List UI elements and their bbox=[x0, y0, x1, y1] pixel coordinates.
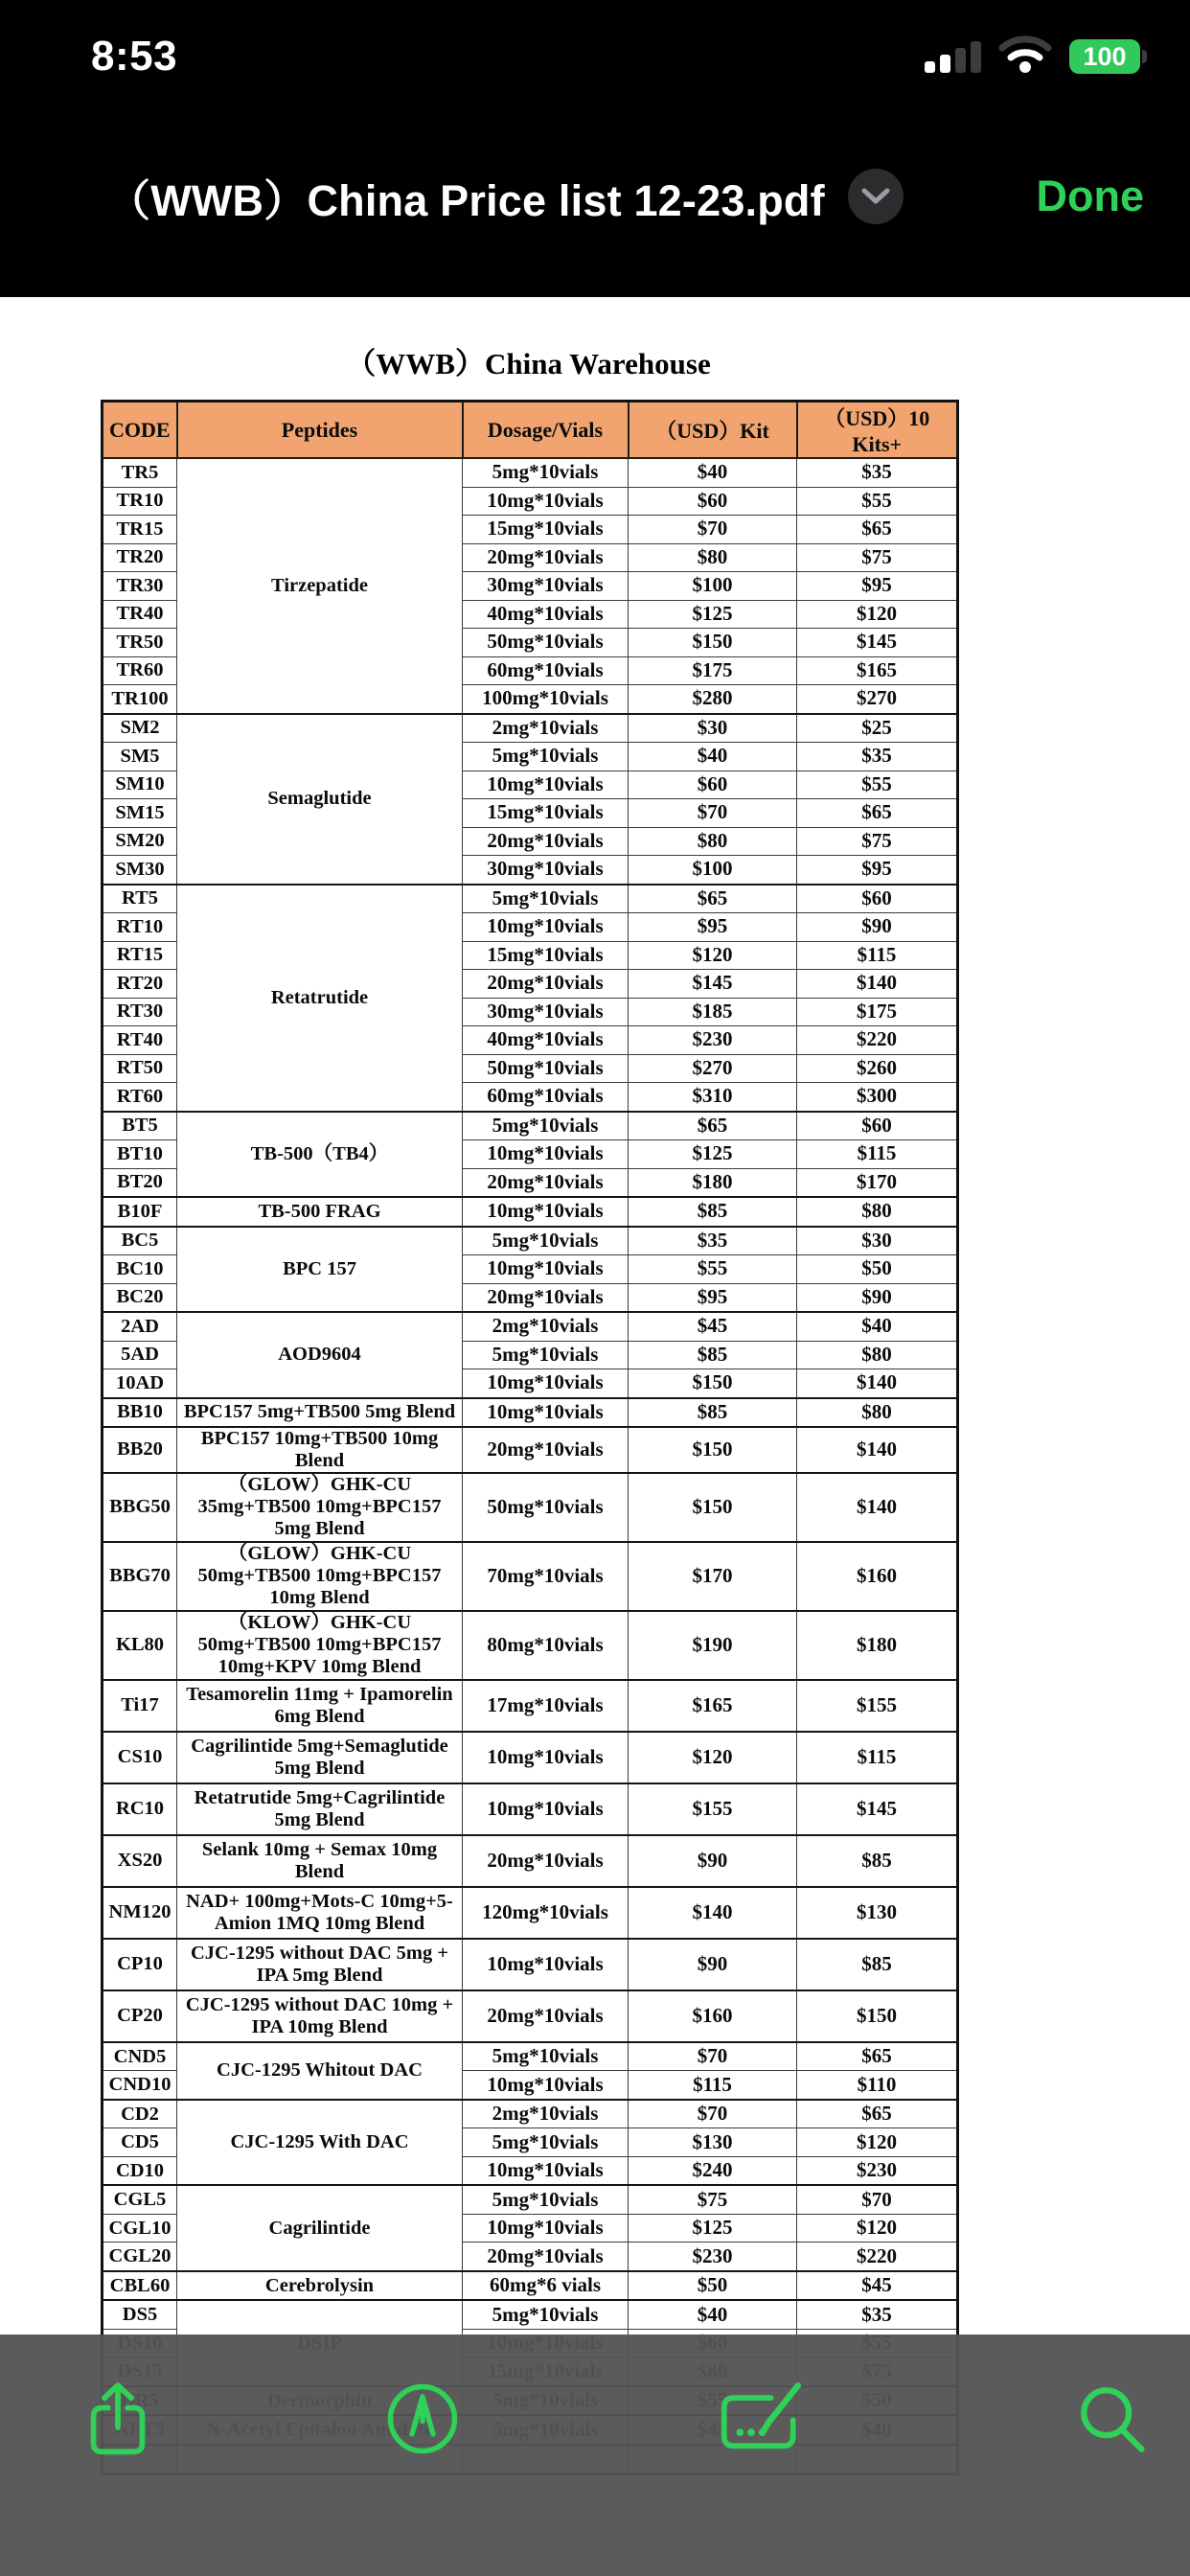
dosage-cell: 10mg*10vials bbox=[463, 770, 629, 799]
code-cell: CGL5 bbox=[103, 2185, 177, 2214]
code-cell: CD10 bbox=[103, 2156, 177, 2185]
kit-price-cell: $100 bbox=[629, 856, 797, 885]
kits10-price-cell: $300 bbox=[797, 1083, 958, 1112]
code-cell: BC5 bbox=[103, 1227, 177, 1255]
kit-price-cell: $70 bbox=[629, 516, 797, 544]
dosage-cell: 20mg*10vials bbox=[463, 543, 629, 572]
kits10-price-cell: $120 bbox=[797, 2128, 958, 2157]
code-cell: CP20 bbox=[103, 1990, 177, 2042]
code-cell: TR40 bbox=[103, 600, 177, 629]
kits10-price-cell: $35 bbox=[797, 743, 958, 771]
kit-price-cell: $180 bbox=[629, 1168, 797, 1197]
code-cell: RT60 bbox=[103, 1083, 177, 1112]
dosage-cell: 60mg*10vials bbox=[463, 1083, 629, 1112]
code-cell: 5AD bbox=[103, 1341, 177, 1369]
kits10-price-cell: $130 bbox=[797, 1887, 958, 1939]
code-cell: CBL60 bbox=[103, 2271, 177, 2301]
done-button[interactable]: Done bbox=[1036, 172, 1144, 220]
kits10-price-cell: $65 bbox=[797, 799, 958, 828]
kits10-price-cell: $45 bbox=[797, 2271, 958, 2301]
dosage-cell: 60mg*10vials bbox=[463, 656, 629, 685]
dosage-cell: 10mg*10vials bbox=[463, 2071, 629, 2100]
code-cell: CD2 bbox=[103, 2100, 177, 2128]
table-row bbox=[103, 458, 958, 487]
peptide-cell: Tirzepatide bbox=[177, 458, 463, 714]
peptide-cell: Semaglutide bbox=[177, 714, 463, 885]
kits10-price-cell: $230 bbox=[797, 2156, 958, 2185]
dosage-cell: 70mg*10vials bbox=[463, 1542, 629, 1611]
table-row bbox=[103, 1783, 958, 1835]
kit-price-cell: $120 bbox=[629, 1732, 797, 1783]
dosage-cell: 20mg*10vials bbox=[463, 970, 629, 999]
table-row bbox=[103, 2100, 958, 2128]
chevron-down-icon bbox=[861, 187, 890, 206]
dosage-cell: 30mg*10vials bbox=[463, 856, 629, 885]
kits10-price-cell: $35 bbox=[797, 2300, 958, 2329]
table-row bbox=[103, 1427, 958, 1473]
wifi-icon bbox=[998, 35, 1052, 79]
peptide-cell: CJC-1295 without DAC 5mg + IPA 5mg Blend bbox=[177, 1939, 463, 1990]
kits10-price-cell: $40 bbox=[797, 1312, 958, 1341]
dosage-cell: 20mg*10vials bbox=[463, 827, 629, 856]
dosage-cell: 80mg*10vials bbox=[463, 1611, 629, 1680]
table-row bbox=[103, 714, 958, 743]
kit-price-cell: $70 bbox=[629, 2100, 797, 2128]
code-cell: TR5 bbox=[103, 458, 177, 487]
kits10-price-cell: $95 bbox=[797, 572, 958, 601]
peptide-cell: NAD+ 100mg+Mots-C 10mg+5-Amion 1MQ 10mg Blend bbox=[177, 1887, 463, 1939]
kits10-price-cell: $140 bbox=[797, 970, 958, 999]
kits10-price-cell: $75 bbox=[797, 543, 958, 572]
code-cell: RT40 bbox=[103, 1026, 177, 1055]
table-row bbox=[103, 2300, 958, 2329]
code-cell: SM10 bbox=[103, 770, 177, 799]
dosage-cell: 10mg*10vials bbox=[463, 1939, 629, 1990]
kit-price-cell: $95 bbox=[629, 913, 797, 942]
kits10-price-cell: $65 bbox=[797, 2042, 958, 2071]
kit-price-cell: $90 bbox=[629, 1939, 797, 1990]
code-cell: BB10 bbox=[103, 1398, 177, 1428]
kit-price-cell: $150 bbox=[629, 629, 797, 657]
kit-price-cell: $280 bbox=[629, 685, 797, 714]
code-cell: SM5 bbox=[103, 743, 177, 771]
peptide-cell: AOD9604 bbox=[177, 1312, 463, 1398]
dosage-cell: 10mg*10vials bbox=[463, 913, 629, 942]
dosage-cell: 50mg*10vials bbox=[463, 1473, 629, 1542]
kits10-price-cell: $85 bbox=[797, 1939, 958, 1990]
peptide-cell: Cagrilintide bbox=[177, 2185, 463, 2271]
code-cell: BT5 bbox=[103, 1112, 177, 1140]
dosage-cell: 20mg*10vials bbox=[463, 1283, 629, 1312]
kit-price-cell: $140 bbox=[629, 1887, 797, 1939]
kits10-price-cell: $220 bbox=[797, 2242, 958, 2271]
kit-price-cell: $150 bbox=[629, 1369, 797, 1398]
code-cell: CGL20 bbox=[103, 2242, 177, 2271]
code-cell: TR60 bbox=[103, 656, 177, 685]
code-cell: BT20 bbox=[103, 1168, 177, 1197]
code-cell: CD5 bbox=[103, 2128, 177, 2157]
dosage-cell: 10mg*10vials bbox=[463, 1197, 629, 1227]
code-cell: TR30 bbox=[103, 572, 177, 601]
markup-icon[interactable] bbox=[379, 2371, 466, 2467]
dosage-cell: 40mg*10vials bbox=[463, 600, 629, 629]
dosage-cell: 2mg*10vials bbox=[463, 714, 629, 743]
dosage-cell: 20mg*10vials bbox=[463, 1168, 629, 1197]
kits10-price-cell: $155 bbox=[797, 1680, 958, 1732]
peptide-cell: CJC-1295 With DAC bbox=[177, 2100, 463, 2186]
kit-price-cell: $185 bbox=[629, 998, 797, 1026]
code-cell: 2AD bbox=[103, 1312, 177, 1341]
kits10-price-cell: $80 bbox=[797, 1398, 958, 1428]
peptide-cell: Retatrutide 5mg+Cagrilintide 5mg Blend bbox=[177, 1783, 463, 1835]
peptide-cell: CJC-1295 without DAC 10mg + IPA 10mg Blend bbox=[177, 1990, 463, 2042]
kits10-price-cell: $170 bbox=[797, 1168, 958, 1197]
dosage-cell: 30mg*10vials bbox=[463, 998, 629, 1026]
code-cell: TR15 bbox=[103, 516, 177, 544]
dosage-cell: 15mg*10vials bbox=[463, 941, 629, 970]
signature-icon[interactable] bbox=[717, 2371, 803, 2467]
code-cell: CP10 bbox=[103, 1939, 177, 1990]
kit-price-cell: $190 bbox=[629, 1611, 797, 1680]
code-cell: BB20 bbox=[103, 1427, 177, 1473]
kit-price-cell: $175 bbox=[629, 656, 797, 685]
code-cell: TR100 bbox=[103, 685, 177, 714]
dosage-cell: 40mg*10vials bbox=[463, 1026, 629, 1055]
column-header: Peptides bbox=[177, 402, 463, 459]
kits10-price-cell: $145 bbox=[797, 629, 958, 657]
kit-price-cell: $125 bbox=[629, 600, 797, 629]
code-cell: CGL10 bbox=[103, 2214, 177, 2242]
kits10-price-cell: $30 bbox=[797, 1227, 958, 1255]
kits10-price-cell: $60 bbox=[797, 885, 958, 913]
dosage-cell: 15mg*10vials bbox=[463, 516, 629, 544]
code-cell: RT10 bbox=[103, 913, 177, 942]
page-title: （WWB）China Warehouse bbox=[346, 347, 711, 380]
kits10-price-cell: $65 bbox=[797, 516, 958, 544]
kit-price-cell: $35 bbox=[629, 1227, 797, 1255]
kits10-price-cell: $160 bbox=[797, 1542, 958, 1611]
peptide-cell: TB-500（TB4） bbox=[177, 1112, 463, 1198]
price-table bbox=[101, 400, 959, 2475]
peptide-cell: CJC-1295 Whitout DAC bbox=[177, 2042, 463, 2100]
table-row bbox=[103, 1312, 958, 1341]
code-cell: SM15 bbox=[103, 799, 177, 828]
peptide-cell: （KLOW）GHK-CU 50mg+TB500 10mg+BPC157 10mg+KPV 10mg Blend bbox=[177, 1611, 463, 1680]
kits10-price-cell: $110 bbox=[797, 2071, 958, 2100]
kits10-price-cell: $115 bbox=[797, 1140, 958, 1169]
kit-price-cell: $100 bbox=[629, 572, 797, 601]
peptide-cell: BPC157 5mg+TB500 5mg Blend bbox=[177, 1398, 463, 1428]
dosage-cell: 50mg*10vials bbox=[463, 1054, 629, 1083]
dosage-cell: 100mg*10vials bbox=[463, 685, 629, 714]
kit-price-cell: $55 bbox=[629, 1255, 797, 1284]
code-cell: NM120 bbox=[103, 1887, 177, 1939]
kit-price-cell: $70 bbox=[629, 799, 797, 828]
kit-price-cell: $80 bbox=[629, 827, 797, 856]
code-cell: KL80 bbox=[103, 1611, 177, 1680]
peptide-cell: Cerebrolysin bbox=[177, 2271, 463, 2301]
kits10-price-cell: $50 bbox=[797, 1255, 958, 1284]
kit-price-cell: $40 bbox=[629, 458, 797, 487]
kit-price-cell: $125 bbox=[629, 2214, 797, 2242]
kits10-price-cell: $175 bbox=[797, 998, 958, 1026]
table-row bbox=[103, 885, 958, 913]
kit-price-cell: $270 bbox=[629, 1054, 797, 1083]
code-cell: TR20 bbox=[103, 543, 177, 572]
search-icon[interactable] bbox=[1069, 2371, 1156, 2467]
code-cell: RT50 bbox=[103, 1054, 177, 1083]
document-filename: （WWB）China Price list 12-23.pdf bbox=[107, 175, 825, 225]
table-row bbox=[103, 1732, 958, 1783]
peptide-cell: BPC 157 bbox=[177, 1227, 463, 1313]
price-table-body bbox=[103, 458, 958, 2474]
kit-price-cell: $115 bbox=[629, 2071, 797, 2100]
kit-price-cell: $165 bbox=[629, 1680, 797, 1732]
table-row bbox=[103, 2271, 958, 2301]
kit-price-cell: $155 bbox=[629, 1783, 797, 1835]
kits10-price-cell: $140 bbox=[797, 1369, 958, 1398]
kits10-price-cell: $55 bbox=[797, 487, 958, 516]
dosage-cell: 5mg*10vials bbox=[463, 1227, 629, 1255]
dosage-cell: 20mg*10vials bbox=[463, 1427, 629, 1473]
table-row bbox=[103, 1227, 958, 1255]
dosage-cell: 20mg*10vials bbox=[463, 1990, 629, 2042]
dosage-cell: 20mg*10vials bbox=[463, 2242, 629, 2271]
dosage-cell: 5mg*10vials bbox=[463, 2128, 629, 2157]
title-menu-button[interactable] bbox=[848, 169, 904, 224]
dosage-cell: 120mg*10vials bbox=[463, 1887, 629, 1939]
dosage-cell: 10mg*10vials bbox=[463, 1369, 629, 1398]
kit-price-cell: $230 bbox=[629, 1026, 797, 1055]
peptide-cell: （GLOW）GHK-CU 35mg+TB500 10mg+BPC157 5mg Blend bbox=[177, 1473, 463, 1542]
kit-price-cell: $125 bbox=[629, 1140, 797, 1169]
kit-price-cell: $150 bbox=[629, 1427, 797, 1473]
pdf-nav-bar bbox=[0, 96, 1190, 297]
kit-price-cell: $90 bbox=[629, 1835, 797, 1887]
dosage-cell: 10mg*10vials bbox=[463, 1255, 629, 1284]
code-cell: SM2 bbox=[103, 714, 177, 743]
kit-price-cell: $240 bbox=[629, 2156, 797, 2185]
table-row bbox=[103, 1939, 958, 1990]
table-row bbox=[103, 2185, 958, 2214]
kits10-price-cell: $145 bbox=[797, 1783, 958, 1835]
dosage-cell: 10mg*10vials bbox=[463, 1783, 629, 1835]
table-row bbox=[103, 1197, 958, 1227]
code-cell: SM30 bbox=[103, 856, 177, 885]
kits10-price-cell: $150 bbox=[797, 1990, 958, 2042]
dosage-cell: 30mg*10vials bbox=[463, 572, 629, 601]
column-header: （USD）10 Kits+ bbox=[797, 402, 958, 459]
kit-price-cell: $85 bbox=[629, 1197, 797, 1227]
code-cell: CS10 bbox=[103, 1732, 177, 1783]
kit-price-cell: $230 bbox=[629, 2242, 797, 2271]
code-cell: RT20 bbox=[103, 970, 177, 999]
dosage-cell: 60mg*6 vials bbox=[463, 2271, 629, 2301]
dosage-cell: 10mg*10vials bbox=[463, 2156, 629, 2185]
kits10-price-cell: $115 bbox=[797, 1732, 958, 1783]
code-cell: RT30 bbox=[103, 998, 177, 1026]
kits10-price-cell: $80 bbox=[797, 1341, 958, 1369]
code-cell: RC10 bbox=[103, 1783, 177, 1835]
kits10-price-cell: $60 bbox=[797, 1112, 958, 1140]
kits10-price-cell: $85 bbox=[797, 1835, 958, 1887]
code-cell: SM20 bbox=[103, 827, 177, 856]
dosage-cell: 5mg*10vials bbox=[463, 458, 629, 487]
kits10-price-cell: $180 bbox=[797, 1611, 958, 1680]
dosage-cell: 5mg*10vials bbox=[463, 2185, 629, 2214]
dosage-cell: 5mg*10vials bbox=[463, 1341, 629, 1369]
kit-price-cell: $310 bbox=[629, 1083, 797, 1112]
kits10-price-cell: $90 bbox=[797, 913, 958, 942]
peptide-cell: Cagrilintide 5mg+Semaglutide 5mg Blend bbox=[177, 1732, 463, 1783]
kit-price-cell: $30 bbox=[629, 714, 797, 743]
table-row bbox=[103, 1473, 958, 1542]
code-cell: RT5 bbox=[103, 885, 177, 913]
kit-price-cell: $85 bbox=[629, 1341, 797, 1369]
kits10-price-cell: $140 bbox=[797, 1427, 958, 1473]
price-table-head-row bbox=[103, 402, 958, 459]
code-cell: B10F bbox=[103, 1197, 177, 1227]
code-cell: BBG70 bbox=[103, 1542, 177, 1611]
peptide-cell: Selank 10mg + Semax 10mg Blend bbox=[177, 1835, 463, 1887]
kits10-price-cell: $220 bbox=[797, 1026, 958, 1055]
kit-price-cell: $45 bbox=[629, 1312, 797, 1341]
kits10-price-cell: $75 bbox=[797, 827, 958, 856]
status-bar bbox=[0, 0, 1190, 96]
kit-price-cell: $65 bbox=[629, 885, 797, 913]
dosage-cell: 5mg*10vials bbox=[463, 743, 629, 771]
dosage-cell: 2mg*10vials bbox=[463, 2100, 629, 2128]
kits10-price-cell: $55 bbox=[797, 770, 958, 799]
battery-icon bbox=[1069, 39, 1140, 74]
status-icons bbox=[925, 35, 1140, 79]
code-cell: XS20 bbox=[103, 1835, 177, 1887]
code-cell: Ti17 bbox=[103, 1680, 177, 1732]
dosage-cell: 20mg*10vials bbox=[463, 1835, 629, 1887]
code-cell: CND5 bbox=[103, 2042, 177, 2071]
dosage-cell: 15mg*10vials bbox=[463, 799, 629, 828]
code-cell: CND10 bbox=[103, 2071, 177, 2100]
kits10-price-cell: $35 bbox=[797, 458, 958, 487]
kit-price-cell: $80 bbox=[629, 543, 797, 572]
kit-price-cell: $85 bbox=[629, 1398, 797, 1428]
pdf-scroll-area[interactable] bbox=[0, 297, 1190, 2576]
kit-price-cell: $145 bbox=[629, 970, 797, 999]
kit-price-cell: $40 bbox=[629, 2300, 797, 2329]
dosage-cell: 5mg*10vials bbox=[463, 885, 629, 913]
code-cell: DS5 bbox=[103, 2300, 177, 2329]
table-row bbox=[103, 1887, 958, 1939]
kit-price-cell: $65 bbox=[629, 1112, 797, 1140]
dosage-cell: 5mg*10vials bbox=[463, 1112, 629, 1140]
column-header: CODE bbox=[103, 402, 177, 459]
status-time: 8:53 bbox=[91, 33, 178, 80]
kits10-price-cell: $165 bbox=[797, 656, 958, 685]
kits10-price-cell: $70 bbox=[797, 2185, 958, 2214]
kit-price-cell: $75 bbox=[629, 2185, 797, 2214]
kits10-price-cell: $65 bbox=[797, 2100, 958, 2128]
kits10-price-cell: $120 bbox=[797, 2214, 958, 2242]
table-row bbox=[103, 1542, 958, 1611]
table-row bbox=[103, 1835, 958, 1887]
kit-price-cell: $60 bbox=[629, 487, 797, 516]
code-cell: BC20 bbox=[103, 1283, 177, 1312]
table-row bbox=[103, 1398, 958, 1428]
kit-price-cell: $40 bbox=[629, 743, 797, 771]
kits10-price-cell: $120 bbox=[797, 600, 958, 629]
battery-percent: 100 bbox=[1083, 41, 1127, 71]
dosage-cell: 50mg*10vials bbox=[463, 629, 629, 657]
table-row bbox=[103, 1611, 958, 1680]
peptide-cell: TB-500 FRAG bbox=[177, 1197, 463, 1227]
kits10-price-cell: $25 bbox=[797, 714, 958, 743]
peptide-cell: BPC157 10mg+TB500 10mg Blend bbox=[177, 1427, 463, 1473]
code-cell: BBG50 bbox=[103, 1473, 177, 1542]
kits10-price-cell: $140 bbox=[797, 1473, 958, 1542]
kit-price-cell: $95 bbox=[629, 1283, 797, 1312]
cellular-signal-icon bbox=[925, 40, 981, 73]
table-row bbox=[103, 1112, 958, 1140]
table-row bbox=[103, 2042, 958, 2071]
kit-price-cell: $160 bbox=[629, 1990, 797, 2042]
dosage-cell: 5mg*10vials bbox=[463, 2042, 629, 2071]
kits10-price-cell: $95 bbox=[797, 856, 958, 885]
peptide-cell: Tesamorelin 11mg + Ipamorelin 6mg Blend bbox=[177, 1680, 463, 1732]
kit-price-cell: $150 bbox=[629, 1473, 797, 1542]
column-header: （USD）Kit bbox=[629, 402, 797, 459]
kits10-price-cell: $115 bbox=[797, 941, 958, 970]
dosage-cell: 10mg*10vials bbox=[463, 1732, 629, 1783]
dosage-cell: 10mg*10vials bbox=[463, 487, 629, 516]
dosage-cell: 5mg*10vials bbox=[463, 2300, 629, 2329]
peptide-cell: Retatrutide bbox=[177, 885, 463, 1112]
kit-price-cell: $70 bbox=[629, 2042, 797, 2071]
kits10-price-cell: $80 bbox=[797, 1197, 958, 1227]
dosage-cell: 10mg*10vials bbox=[463, 2214, 629, 2242]
kit-price-cell: $120 bbox=[629, 941, 797, 970]
kit-price-cell: $60 bbox=[629, 770, 797, 799]
share-icon[interactable] bbox=[75, 2371, 161, 2467]
kits10-price-cell: $270 bbox=[797, 685, 958, 714]
dosage-cell: 10mg*10vials bbox=[463, 1140, 629, 1169]
dosage-cell: 17mg*10vials bbox=[463, 1680, 629, 1732]
code-cell: BT10 bbox=[103, 1140, 177, 1169]
dosage-cell: 2mg*10vials bbox=[463, 1312, 629, 1341]
kit-price-cell: $130 bbox=[629, 2128, 797, 2157]
column-header: Dosage/Vials bbox=[463, 402, 629, 459]
pdf-toolbar bbox=[0, 2334, 1190, 2576]
kits10-price-cell: $90 bbox=[797, 1283, 958, 1312]
code-cell: 10AD bbox=[103, 1369, 177, 1398]
code-cell: TR10 bbox=[103, 487, 177, 516]
kits10-price-cell: $260 bbox=[797, 1054, 958, 1083]
code-cell: RT15 bbox=[103, 941, 177, 970]
code-cell: TR50 bbox=[103, 629, 177, 657]
code-cell: BC10 bbox=[103, 1255, 177, 1284]
table-row bbox=[103, 1680, 958, 1732]
table-row bbox=[103, 1990, 958, 2042]
kit-price-cell: $50 bbox=[629, 2271, 797, 2301]
kit-price-cell: $170 bbox=[629, 1542, 797, 1611]
peptide-cell: （GLOW）GHK-CU 50mg+TB500 10mg+BPC157 10mg Blend bbox=[177, 1542, 463, 1611]
dosage-cell: 10mg*10vials bbox=[463, 1398, 629, 1428]
